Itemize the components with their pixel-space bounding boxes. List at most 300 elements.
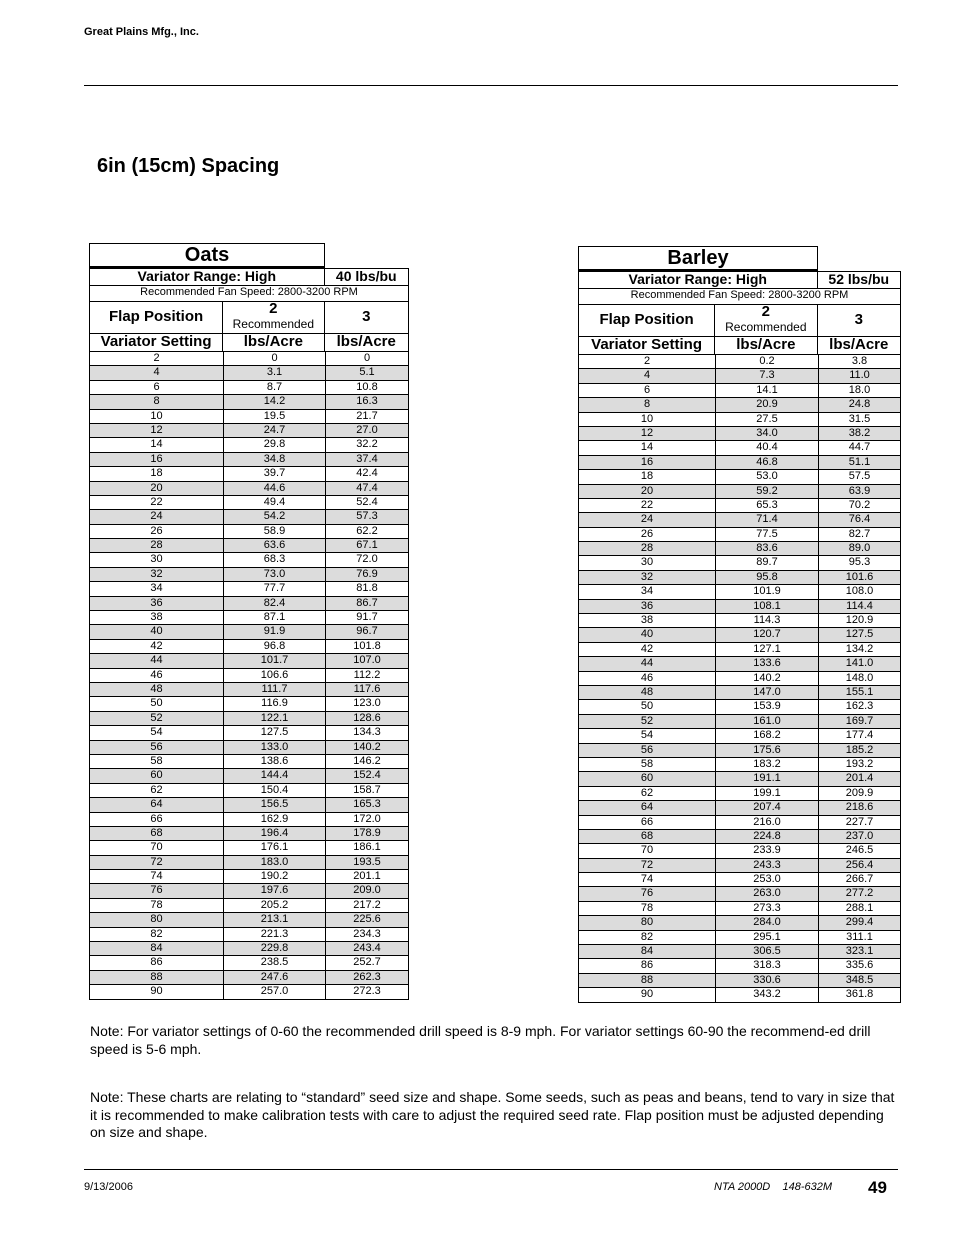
table-row <box>89 928 409 942</box>
table-row <box>89 553 409 567</box>
lbs-acre-flap2-cell: 162.9 <box>224 813 326 826</box>
variator-setting-cell: 74 <box>579 873 716 886</box>
lbs-acre-flap3-cell: 299.4 <box>845 916 874 929</box>
lbs-acre-flap2-cell: 306.5 <box>716 945 819 958</box>
table-row <box>578 528 901 542</box>
lbs-acre-flap3-cell: 252.7 <box>353 956 381 969</box>
lbs-acre-flap2-cell: 221.3 <box>224 928 326 941</box>
table-row <box>578 729 901 743</box>
variator-setting-cell: 2 <box>579 355 716 368</box>
lbs-acre-flap3-cell: 107.0 <box>353 654 381 667</box>
flap-2-header <box>223 301 324 333</box>
table-row <box>89 913 409 927</box>
lbs-acre-flap3-cell: 37.4 <box>356 452 378 465</box>
lbs-acre-flap2-cell: 161.0 <box>716 715 819 728</box>
lbs-acre-flap3-cell: 96.7 <box>356 625 378 638</box>
table-row <box>89 582 409 596</box>
table-row <box>578 499 901 513</box>
table-row <box>578 413 901 427</box>
barley-rows <box>578 355 901 1003</box>
variator-setting-cell: 6 <box>579 384 716 397</box>
lbs-acre-flap3-cell: 177.4 <box>845 729 874 742</box>
variator-setting-cell: 20 <box>579 485 716 498</box>
lbs-acre-flap3-cell: 86.7 <box>356 596 378 609</box>
flap-2-recommended: Recommended <box>725 320 807 334</box>
variator-setting-cell: 4 <box>90 366 224 379</box>
lbs-acre-flap3-header: lbs/Acre <box>829 336 889 353</box>
table-row <box>578 556 901 570</box>
variator-setting-cell: 26 <box>579 528 716 541</box>
flap-2-recommended: Recommended <box>232 317 315 331</box>
table-row <box>89 482 409 496</box>
lbs-acre-flap3-cell: 169.7 <box>845 714 874 727</box>
table-row <box>89 741 409 755</box>
lbs-acre-flap3-cell: 21.7 <box>356 409 378 422</box>
flap-position-row <box>89 301 409 334</box>
variator-setting-cell: 14 <box>90 438 224 451</box>
lbs-acre-flap2-cell: 0.2 <box>716 355 819 368</box>
table-row <box>578 600 901 614</box>
variator-setting-cell: 42 <box>90 640 224 653</box>
variator-range: Variator Range: High <box>90 269 325 285</box>
flap-position-label: Flap Position <box>579 304 715 336</box>
variator-setting-cell: 68 <box>90 827 224 840</box>
variator-setting-cell: 36 <box>579 600 716 613</box>
variator-setting-cell: 14 <box>579 441 716 454</box>
lbs-acre-flap2-cell: 58.9 <box>224 525 326 538</box>
variator-setting-cell: 56 <box>579 744 716 757</box>
lbs-acre-flap2-cell: 153.9 <box>716 700 819 713</box>
variator-setting-cell: 18 <box>90 467 224 480</box>
lbs-acre-flap2-cell: 3.1 <box>224 366 326 379</box>
table-row <box>89 640 409 654</box>
lbs-acre-flap2-cell: 273.3 <box>716 902 819 915</box>
table-row <box>578 859 901 873</box>
lbs-acre-flap3-cell: 57.3 <box>356 510 378 523</box>
table-row <box>578 643 901 657</box>
table-row <box>89 539 409 553</box>
footer-date: 9/13/2006 <box>84 1181 133 1193</box>
flap-3-value: 3 <box>362 308 371 325</box>
table-row <box>578 441 901 455</box>
variator-setting-cell: 86 <box>90 956 224 969</box>
variator-setting-cell: 28 <box>579 542 716 555</box>
variator-setting-cell: 32 <box>90 568 224 581</box>
lbs-acre-flap2-cell: 63.6 <box>224 539 326 552</box>
lbs-acre-flap2-cell: 176.1 <box>224 841 326 854</box>
variator-setting-cell: 34 <box>579 585 716 598</box>
lbs-acre-flap3-cell: 277.2 <box>845 887 874 900</box>
lbs-acre-flap2-cell: 197.6 <box>224 884 326 897</box>
lbs-acre-flap2-cell: 127.1 <box>716 643 819 656</box>
lbs-acre-flap2-cell: 156.5 <box>224 798 326 811</box>
lbs-acre-flap2-cell: 253.0 <box>716 873 819 886</box>
table-row <box>89 813 409 827</box>
lbs-acre-flap2-cell: 68.3 <box>224 553 326 566</box>
lbs-acre-flap3-cell: 44.7 <box>848 441 871 454</box>
lbs-acre-flap2-cell: 343.2 <box>716 988 819 1001</box>
lbs-acre-flap2-cell: 238.5 <box>224 956 326 969</box>
table-row <box>578 470 901 484</box>
table-row <box>89 683 409 697</box>
table-name: Oats <box>89 243 325 269</box>
table-row <box>578 700 901 714</box>
lbs-acre-flap2-cell: 116.9 <box>224 697 326 710</box>
flap-position-row <box>578 304 901 337</box>
lbs-acre-flap3-cell: 162.3 <box>845 700 874 713</box>
variator-setting-cell: 80 <box>579 916 716 929</box>
lbs-acre-flap2-cell: 101.9 <box>716 585 819 598</box>
lbs-acre-flap2-cell: 24.7 <box>224 424 326 437</box>
lbs-acre-flap3-cell: 70.2 <box>848 498 871 511</box>
lbs-acre-flap3-cell: 24.8 <box>848 398 871 411</box>
table-row <box>89 625 409 639</box>
variator-setting-cell: 76 <box>579 887 716 900</box>
lbs-acre-flap3-cell: 234.3 <box>353 927 381 940</box>
lbs-acre-flap2-cell: 77.7 <box>224 582 326 595</box>
oats-rows <box>89 352 409 1000</box>
table-row <box>89 985 409 999</box>
lbs-acre-flap2-cell: 133.0 <box>224 741 326 754</box>
lbs-acre-flap3-cell: 18.0 <box>848 383 871 396</box>
lbs-acre-flap2-cell: 49.4 <box>224 496 326 509</box>
lbs-acre-flap3-cell: 47.4 <box>356 481 378 494</box>
lbs-acre-flap2-cell: 101.7 <box>224 654 326 667</box>
lbs-acre-flap2-cell: 87.1 <box>224 611 326 624</box>
lbs-acre-flap3-cell: 62.2 <box>356 524 378 537</box>
bushel-weight: 40 lbs/bu <box>335 269 397 284</box>
variator-setting-cell: 16 <box>579 456 716 469</box>
lbs-acre-flap2-cell: 96.8 <box>224 640 326 653</box>
lbs-acre-flap3-cell: 101.8 <box>353 639 381 652</box>
lbs-acre-flap2-cell: 247.6 <box>224 971 326 984</box>
lbs-acre-flap3-cell: 335.6 <box>845 959 874 972</box>
variator-setting-cell: 84 <box>90 942 224 955</box>
lbs-acre-flap2-cell: 7.3 <box>716 369 819 382</box>
fan-speed: Recommended Fan Speed: 2800-3200 RPM <box>140 286 358 298</box>
lbs-acre-flap3-cell: 108.0 <box>845 585 874 598</box>
lbs-acre-flap3-cell: 82.7 <box>848 527 871 540</box>
lbs-acre-flap2-cell: 213.1 <box>224 913 326 926</box>
lbs-acre-flap2-cell: 39.7 <box>224 467 326 480</box>
lbs-acre-flap3-cell: 128.6 <box>353 711 381 724</box>
variator-setting-cell: 72 <box>90 856 224 869</box>
table-row <box>89 467 409 481</box>
lbs-acre-flap3-cell: 10.8 <box>356 380 378 393</box>
fan-speed-row <box>578 288 901 305</box>
table-row <box>89 784 409 798</box>
lbs-acre-flap3-cell: 57.5 <box>848 470 871 483</box>
variator-setting-cell: 68 <box>579 830 716 843</box>
lbs-acre-flap2-cell: 318.3 <box>716 959 819 972</box>
table-row <box>89 424 409 438</box>
variator-setting-cell: 44 <box>90 654 224 667</box>
lbs-acre-flap3-cell: 72.0 <box>356 553 378 566</box>
lbs-acre-flap2-cell: 224.8 <box>716 830 819 843</box>
variator-range-row <box>89 268 409 286</box>
lbs-acre-flap3-cell: 76.9 <box>356 567 378 580</box>
table-row <box>89 438 409 452</box>
table-row <box>578 398 901 412</box>
table-row <box>89 712 409 726</box>
lbs-acre-flap2-cell: 205.2 <box>224 899 326 912</box>
lbs-acre-flap2-cell: 133.6 <box>716 657 819 670</box>
lbs-acre-flap2-cell: 147.0 <box>716 686 819 699</box>
table-row <box>578 744 901 758</box>
table-row <box>89 597 409 611</box>
variator-setting-cell: 28 <box>90 539 224 552</box>
variator-setting-cell: 44 <box>579 657 716 670</box>
lbs-acre-flap2-cell: 40.4 <box>716 441 819 454</box>
lbs-acre-flap3-cell: 361.8 <box>845 988 874 1001</box>
table-row <box>89 525 409 539</box>
lbs-acre-flap2-cell: 59.2 <box>716 485 819 498</box>
variator-setting-cell: 26 <box>90 525 224 538</box>
variator-setting-cell: 4 <box>579 369 716 382</box>
lbs-acre-flap2-cell: 183.2 <box>716 758 819 771</box>
lbs-acre-flap3-cell: 114.4 <box>846 599 873 612</box>
table-row <box>89 971 409 985</box>
variator-setting-cell: 24 <box>90 510 224 523</box>
table-row <box>578 959 901 973</box>
lbs-acre-flap2-cell: 243.3 <box>716 859 819 872</box>
lbs-acre-flap3-cell: 91.7 <box>356 611 378 624</box>
lbs-acre-flap3-cell: 134.2 <box>845 642 874 655</box>
table-row <box>578 585 901 599</box>
lbs-acre-flap2-cell: 216.0 <box>716 816 819 829</box>
table-row <box>578 513 901 527</box>
lbs-acre-flap3-cell: 95.3 <box>848 556 871 569</box>
table-row <box>578 816 901 830</box>
variator-setting-cell: 86 <box>579 959 716 972</box>
lbs-acre-flap3-cell: 155.1 <box>845 685 874 698</box>
table-row <box>578 801 901 815</box>
variator-setting-cell: 66 <box>579 816 716 829</box>
lbs-acre-flap2-cell: 44.6 <box>224 482 326 495</box>
table-row <box>89 568 409 582</box>
column-header-row <box>89 333 409 352</box>
variator-setting-cell: 50 <box>579 700 716 713</box>
lbs-acre-flap2-cell: 122.1 <box>224 712 326 725</box>
lbs-acre-flap3-cell: 243.4 <box>353 942 381 955</box>
variator-setting-cell: 8 <box>579 398 716 411</box>
lbs-acre-flap3-cell: 225.6 <box>353 913 381 926</box>
variator-setting-cell: 34 <box>90 582 224 595</box>
table-row <box>89 856 409 870</box>
flap-position-label: Flap Position <box>90 301 223 333</box>
variator-setting-cell: 24 <box>579 513 716 526</box>
table-row <box>89 410 409 424</box>
lbs-acre-flap3-cell: 165.3 <box>353 798 381 811</box>
lbs-acre-flap3-cell: 158.7 <box>353 783 381 796</box>
fan-speed: Recommended Fan Speed: 2800-3200 RPM <box>630 289 849 301</box>
lbs-acre-flap3-cell: 11.0 <box>849 369 870 382</box>
lbs-acre-flap3-cell: 178.9 <box>353 826 381 839</box>
table-row <box>89 669 409 683</box>
variator-setting-cell: 72 <box>579 859 716 872</box>
lbs-acre-flap3-cell: 262.3 <box>353 970 381 983</box>
footer-divider <box>84 1169 898 1170</box>
lbs-acre-flap3-cell: 237.0 <box>845 829 874 842</box>
table-row <box>89 942 409 956</box>
table-row <box>89 654 409 668</box>
lbs-acre-flap2-cell: 106.6 <box>224 669 326 682</box>
lbs-acre-flap2-cell: 257.0 <box>224 985 326 998</box>
variator-setting-cell: 50 <box>90 697 224 710</box>
lbs-acre-flap3-cell: 81.8 <box>356 582 378 595</box>
lbs-acre-flap2-cell: 82.4 <box>224 597 326 610</box>
variator-setting-cell: 20 <box>90 482 224 495</box>
table-row <box>89 496 409 510</box>
table-row <box>89 755 409 769</box>
lbs-acre-flap2-cell: 127.5 <box>224 726 326 739</box>
lbs-acre-flap2-cell: 140.2 <box>716 672 819 685</box>
table-row <box>89 827 409 841</box>
table-row <box>578 902 901 916</box>
variator-setting-cell: 22 <box>90 496 224 509</box>
table-row <box>578 571 901 585</box>
table-row <box>578 542 901 556</box>
table-row <box>578 427 901 441</box>
lbs-acre-flap2-cell: 263.0 <box>716 887 819 900</box>
variator-setting-cell: 60 <box>579 772 716 785</box>
table-row <box>89 352 409 366</box>
lbs-acre-flap2-cell: 150.4 <box>224 784 326 797</box>
variator-setting-cell: 38 <box>90 611 224 624</box>
variator-setting-cell: 60 <box>90 769 224 782</box>
lbs-acre-flap3-cell: 32.2 <box>356 438 378 451</box>
table-row <box>578 887 901 901</box>
variator-setting-cell: 48 <box>90 683 224 696</box>
variator-setting-cell: 6 <box>90 381 224 394</box>
table-row <box>578 974 901 988</box>
lbs-acre-flap2-cell: 144.4 <box>224 769 326 782</box>
lbs-acre-flap2-cell: 330.6 <box>716 974 819 987</box>
lbs-acre-flap3-cell: 148.0 <box>845 671 874 684</box>
table-row <box>89 697 409 711</box>
table-row <box>89 841 409 855</box>
lbs-acre-flap2-cell: 91.9 <box>224 625 326 638</box>
lbs-acre-flap2-cell: 284.0 <box>716 916 819 929</box>
lbs-acre-flap2-cell: 53.0 <box>716 470 819 483</box>
lbs-acre-flap2-cell: 95.8 <box>716 571 819 584</box>
lbs-acre-flap3-cell: 120.9 <box>845 614 874 627</box>
lbs-acre-flap2-cell: 295.1 <box>716 931 819 944</box>
lbs-acre-flap3-cell: 217.2 <box>353 898 381 911</box>
lbs-acre-flap2-header: lbs/Acre <box>223 333 324 351</box>
table-row <box>578 787 901 801</box>
table-row <box>578 614 901 628</box>
table-row <box>578 355 901 369</box>
variator-setting-cell: 58 <box>579 758 716 771</box>
lbs-acre-flap2-cell: 14.1 <box>716 384 819 397</box>
variator-setting-cell: 36 <box>90 597 224 610</box>
variator-setting-cell: 62 <box>579 787 716 800</box>
table-row <box>578 715 901 729</box>
lbs-acre-flap2-cell: 229.8 <box>224 942 326 955</box>
variator-setting-cell: 38 <box>579 614 716 627</box>
lbs-acre-flap2-header: lbs/Acre <box>715 336 817 354</box>
table-row <box>89 884 409 898</box>
table-row <box>578 844 901 858</box>
variator-setting-cell: 46 <box>579 672 716 685</box>
variator-setting-cell: 18 <box>579 470 716 483</box>
variator-setting-cell: 40 <box>90 625 224 638</box>
variator-setting-cell: 52 <box>579 715 716 728</box>
lbs-acre-flap3-cell: 27.0 <box>356 423 378 436</box>
variator-setting-cell: 64 <box>90 798 224 811</box>
lbs-acre-flap2-cell: 114.3 <box>716 614 819 627</box>
table-row <box>578 672 901 686</box>
variator-setting-cell: 58 <box>90 755 224 768</box>
lbs-acre-flap3-cell: 117.6 <box>353 682 381 695</box>
lbs-acre-flap2-cell: 175.6 <box>716 744 819 757</box>
table-row <box>89 899 409 913</box>
bushel-weight: 52 lbs/bu <box>828 272 890 287</box>
company-name: Great Plains Mfg., Inc. <box>84 26 199 38</box>
lbs-acre-flap3-cell: 348.5 <box>845 973 874 986</box>
lbs-acre-flap2-cell: 34.0 <box>716 427 819 440</box>
lbs-acre-flap2-cell: 190.2 <box>224 870 326 883</box>
variator-setting-cell: 62 <box>90 784 224 797</box>
variator-setting-cell: 90 <box>90 985 224 998</box>
lbs-acre-flap3-cell: 5.1 <box>359 366 375 379</box>
lbs-acre-flap3-cell: 76.4 <box>848 513 871 526</box>
lbs-acre-flap3-cell: 112.2 <box>353 668 381 681</box>
page-number: 49 <box>868 1178 887 1197</box>
variator-setting-cell: 10 <box>90 410 224 423</box>
lbs-acre-flap2-cell: 207.4 <box>716 801 819 814</box>
lbs-acre-flap2-cell: 65.3 <box>716 499 819 512</box>
lbs-acre-flap3-cell: 89.0 <box>848 542 871 555</box>
lbs-acre-flap2-cell: 191.1 <box>716 772 819 785</box>
variator-setting-cell: 76 <box>90 884 224 897</box>
table-row <box>89 726 409 740</box>
variator-setting-cell: 54 <box>90 726 224 739</box>
lbs-acre-flap2-cell: 73.0 <box>224 568 326 581</box>
flap-2-header <box>715 304 817 336</box>
variator-setting-cell: 40 <box>579 628 716 641</box>
column-header-row <box>578 336 901 355</box>
lbs-acre-flap3-cell: 172.0 <box>353 812 381 825</box>
lbs-acre-flap2-cell: 0 <box>224 352 326 365</box>
lbs-acre-flap2-cell: 8.7 <box>224 381 326 394</box>
lbs-acre-flap2-cell: 233.9 <box>716 844 819 857</box>
lbs-acre-flap3-cell: 193.2 <box>845 757 874 770</box>
variator-setting-cell: 78 <box>90 899 224 912</box>
variator-setting-cell: 12 <box>90 424 224 437</box>
lbs-acre-flap2-cell: 111.7 <box>224 683 326 696</box>
table-row <box>578 916 901 930</box>
table-row <box>89 381 409 395</box>
section-title: 6in (15cm) Spacing <box>97 155 280 177</box>
variator-setting-cell: 12 <box>579 427 716 440</box>
variator-setting-cell: 52 <box>90 712 224 725</box>
table-row <box>578 384 901 398</box>
lbs-acre-flap2-cell: 77.5 <box>716 528 819 541</box>
lbs-acre-flap3-cell: 201.4 <box>845 772 874 785</box>
lbs-acre-flap3-cell: 218.6 <box>845 801 874 814</box>
variator-setting-cell: 8 <box>90 395 224 408</box>
drill-speed-note: Note: For variator settings of 0-60 the recommended drill speed is 8-9 mph. For variator settings 60-90 the recommend-ed drill speed is 5-6 mph. <box>90 1023 871 1057</box>
variator-setting-cell: 56 <box>90 741 224 754</box>
lbs-acre-flap2-cell: 71.4 <box>716 513 819 526</box>
variator-setting-cell: 88 <box>579 974 716 987</box>
variator-setting-cell: 82 <box>579 931 716 944</box>
lbs-acre-flap3-cell: 193.5 <box>353 855 381 868</box>
table-row <box>578 772 901 786</box>
fan-speed-row <box>89 285 409 302</box>
